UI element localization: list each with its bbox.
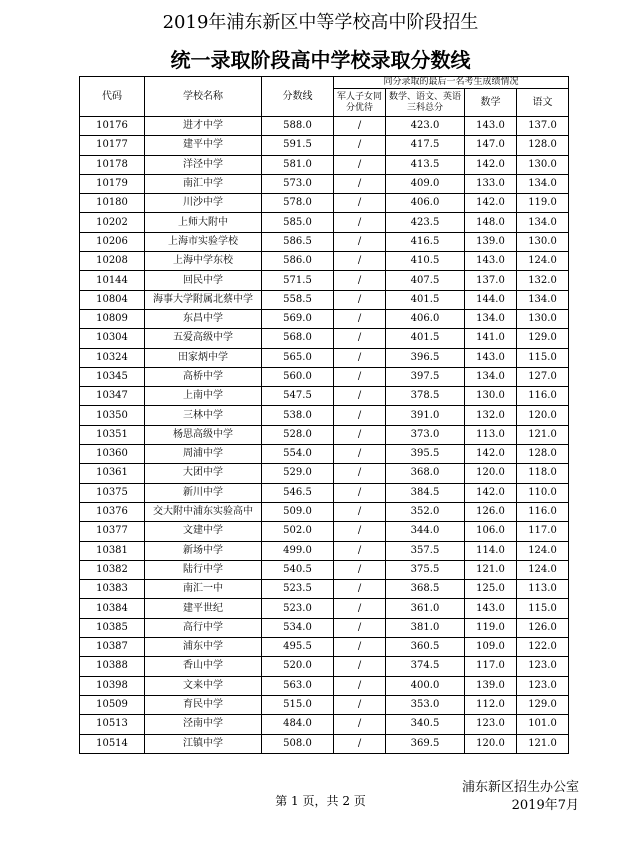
cell-sum3: 378.5 [386, 387, 465, 406]
cell-sum3: 375.5 [386, 560, 465, 579]
cell-chinese: 137.0 [517, 117, 569, 136]
cell-code: 10375 [80, 483, 145, 502]
cell-math: 130.0 [465, 387, 517, 406]
table-row [80, 232, 569, 251]
cell-code: 10351 [80, 425, 145, 444]
cell-sum3: 353.0 [386, 695, 465, 714]
cell-chinese: 129.0 [517, 329, 569, 348]
cell-military: / [334, 445, 386, 464]
header-group: 同分录取的最后一名考生成绩情况 [334, 77, 569, 89]
cell-math: 141.0 [465, 329, 517, 348]
cell-name: 杨思高级中学 [145, 425, 262, 444]
cell-chinese: 132.0 [517, 271, 569, 290]
cell-code: 10377 [80, 522, 145, 541]
table-row [80, 445, 569, 464]
cell-sum3: 344.0 [386, 522, 465, 541]
cell-name: 交大附中浦东实验高中 [145, 502, 262, 521]
document-subtitle: 统一录取阶段高中学校录取分数线 [170, 48, 471, 72]
cell-name: 上海市实验学校 [145, 232, 262, 251]
cell-math: 109.0 [465, 638, 517, 657]
cell-military: / [334, 213, 386, 232]
cell-military: / [334, 406, 386, 425]
cell-code: 10208 [80, 252, 145, 271]
cell-military: / [334, 502, 386, 521]
table-row [80, 560, 569, 579]
table-row [80, 715, 569, 734]
cell-sum3: 357.5 [386, 541, 465, 560]
cell-sum3: 397.5 [386, 367, 465, 386]
cell-math: 134.0 [465, 309, 517, 328]
table-row [80, 425, 569, 444]
cell-sum3: 352.0 [386, 502, 465, 521]
header-math: 数学 [465, 89, 517, 117]
cell-chinese: 121.0 [517, 734, 569, 753]
cell-name: 三林中学 [145, 406, 262, 425]
cell-math: 139.0 [465, 232, 517, 251]
cell-sum3: 368.0 [386, 464, 465, 483]
cell-math: 143.0 [465, 117, 517, 136]
cell-code: 10809 [80, 309, 145, 328]
cell-math: 121.0 [465, 560, 517, 579]
cell-name: 香山中学 [145, 657, 262, 676]
cell-military: / [334, 695, 386, 714]
cell-math: 139.0 [465, 676, 517, 695]
table-row [80, 464, 569, 483]
header-name: 学校名称 [145, 77, 262, 117]
cell-military: / [334, 387, 386, 406]
cell-math: 144.0 [465, 290, 517, 309]
cell-military: / [334, 309, 386, 328]
table-row [80, 309, 569, 328]
table-row [80, 155, 569, 174]
table-row [80, 618, 569, 637]
cell-chinese: 123.0 [517, 657, 569, 676]
cell-code: 10179 [80, 174, 145, 193]
cell-code: 10514 [80, 734, 145, 753]
cell-name: 江镇中学 [145, 734, 262, 753]
table-row [80, 387, 569, 406]
table-row [80, 502, 569, 521]
cell-score: 585.0 [262, 213, 334, 232]
cell-sum3: 407.5 [386, 271, 465, 290]
cell-score: 540.5 [262, 560, 334, 579]
cell-chinese: 117.0 [517, 522, 569, 541]
cell-score: 523.5 [262, 580, 334, 599]
cell-chinese: 127.0 [517, 367, 569, 386]
header-military: 军人子女同分优待 [334, 89, 386, 117]
cell-sum3: 369.5 [386, 734, 465, 753]
cell-score: 547.5 [262, 387, 334, 406]
cell-code: 10178 [80, 155, 145, 174]
page-number: 第 1 页，共 2 页 [275, 794, 366, 808]
cell-chinese: 123.0 [517, 676, 569, 695]
cell-chinese: 101.0 [517, 715, 569, 734]
cell-code: 10385 [80, 618, 145, 637]
table-row [80, 638, 569, 657]
cell-code: 10345 [80, 367, 145, 386]
cell-sum3: 406.0 [386, 309, 465, 328]
document-title: 2019年浦东新区中等学校高中阶段招生 [162, 12, 479, 33]
cell-score: 508.0 [262, 734, 334, 753]
cell-chinese: 126.0 [517, 618, 569, 637]
cell-code: 10387 [80, 638, 145, 657]
cell-military: / [334, 271, 386, 290]
cell-name: 川沙中学 [145, 194, 262, 213]
cell-code: 10176 [80, 117, 145, 136]
table-row [80, 406, 569, 425]
cell-name: 泾南中学 [145, 715, 262, 734]
cell-name: 回民中学 [145, 271, 262, 290]
cell-math: 142.0 [465, 194, 517, 213]
cell-name: 建平世纪 [145, 599, 262, 618]
cell-code: 10376 [80, 502, 145, 521]
cell-sum3: 423.5 [386, 213, 465, 232]
cell-military: / [334, 464, 386, 483]
cell-math: 117.0 [465, 657, 517, 676]
cell-chinese: 110.0 [517, 483, 569, 502]
cell-score: 586.5 [262, 232, 334, 251]
cell-sum3: 406.0 [386, 194, 465, 213]
cell-math: 142.0 [465, 483, 517, 502]
cell-military: / [334, 676, 386, 695]
cell-chinese: 120.0 [517, 406, 569, 425]
cell-name: 高行中学 [145, 618, 262, 637]
table-row [80, 367, 569, 386]
cell-name: 上师大附中 [145, 213, 262, 232]
cell-chinese: 122.0 [517, 638, 569, 657]
cell-chinese: 124.0 [517, 252, 569, 271]
cell-name: 海事大学附属北蔡中学 [145, 290, 262, 309]
cell-code: 10384 [80, 599, 145, 618]
cell-score: 502.0 [262, 522, 334, 541]
cell-code: 10513 [80, 715, 145, 734]
cell-score: 528.0 [262, 425, 334, 444]
cell-chinese: 130.0 [517, 309, 569, 328]
cell-math: 114.0 [465, 541, 517, 560]
cell-sum3: 391.0 [386, 406, 465, 425]
cell-name: 进才中学 [145, 117, 262, 136]
cell-sum3: 417.5 [386, 136, 465, 155]
cell-chinese: 130.0 [517, 232, 569, 251]
cell-name: 洋泾中学 [145, 155, 262, 174]
cell-math: 137.0 [465, 271, 517, 290]
cell-chinese: 118.0 [517, 464, 569, 483]
cell-math: 120.0 [465, 464, 517, 483]
cell-score: 558.5 [262, 290, 334, 309]
cell-military: / [334, 136, 386, 155]
table-row [80, 271, 569, 290]
cell-chinese: 115.0 [517, 348, 569, 367]
table-row [80, 734, 569, 753]
cell-math: 113.0 [465, 425, 517, 444]
cell-name: 文建中学 [145, 522, 262, 541]
cell-chinese: 134.0 [517, 213, 569, 232]
cell-name: 新川中学 [145, 483, 262, 502]
cell-math: 148.0 [465, 213, 517, 232]
table-row [80, 522, 569, 541]
cell-sum3: 410.5 [386, 252, 465, 271]
cell-name: 高桥中学 [145, 367, 262, 386]
table-row [80, 695, 569, 714]
cell-code: 10304 [80, 329, 145, 348]
table-row [80, 329, 569, 348]
table-row [80, 174, 569, 193]
cell-military: / [334, 290, 386, 309]
cell-military: / [334, 541, 386, 560]
cell-name: 陆行中学 [145, 560, 262, 579]
cell-military: / [334, 580, 386, 599]
cell-score: 588.0 [262, 117, 334, 136]
cell-chinese: 124.0 [517, 541, 569, 560]
cell-code: 10383 [80, 580, 145, 599]
cell-code: 10350 [80, 406, 145, 425]
cell-chinese: 121.0 [517, 425, 569, 444]
cell-name: 南汇一中 [145, 580, 262, 599]
cell-military: / [334, 425, 386, 444]
cell-sum3: 401.5 [386, 329, 465, 348]
cell-math: 106.0 [465, 522, 517, 541]
cell-chinese: 128.0 [517, 136, 569, 155]
cell-code: 10382 [80, 560, 145, 579]
cell-sum3: 395.5 [386, 445, 465, 464]
cell-name: 东昌中学 [145, 309, 262, 328]
table-row [80, 483, 569, 502]
table-row [80, 117, 569, 136]
cell-score: 591.5 [262, 136, 334, 155]
cell-military: / [334, 638, 386, 657]
score-table [79, 76, 569, 754]
cell-military: / [334, 560, 386, 579]
table-row [80, 657, 569, 676]
cell-sum3: 413.5 [386, 155, 465, 174]
cell-name: 新场中学 [145, 541, 262, 560]
cell-math: 133.0 [465, 174, 517, 193]
cell-name: 上海中学东校 [145, 252, 262, 271]
cell-code: 10398 [80, 676, 145, 695]
cell-military: / [334, 599, 386, 618]
table-row [80, 290, 569, 309]
cell-score: 515.0 [262, 695, 334, 714]
cell-score: 568.0 [262, 329, 334, 348]
table-row [80, 252, 569, 271]
cell-sum3: 409.0 [386, 174, 465, 193]
cell-score: 495.5 [262, 638, 334, 657]
header-score: 分数线 [262, 77, 334, 117]
cell-math: 119.0 [465, 618, 517, 637]
cell-chinese: 115.0 [517, 599, 569, 618]
cell-math: 134.0 [465, 367, 517, 386]
cell-military: / [334, 155, 386, 174]
cell-code: 10347 [80, 387, 145, 406]
table-row [80, 541, 569, 560]
cell-sum3: 360.5 [386, 638, 465, 657]
cell-score: 484.0 [262, 715, 334, 734]
cell-name: 育民中学 [145, 695, 262, 714]
cell-chinese: 116.0 [517, 387, 569, 406]
cell-code: 10360 [80, 445, 145, 464]
cell-code: 10324 [80, 348, 145, 367]
table-row [80, 194, 569, 213]
cell-code: 10180 [80, 194, 145, 213]
cell-chinese: 134.0 [517, 174, 569, 193]
cell-chinese: 128.0 [517, 445, 569, 464]
cell-military: / [334, 715, 386, 734]
footer-organization: 浦东新区招生办公室 [461, 780, 579, 795]
cell-score: 520.0 [262, 657, 334, 676]
cell-chinese: 124.0 [517, 560, 569, 579]
cell-sum3: 374.5 [386, 657, 465, 676]
cell-military: / [334, 367, 386, 386]
cell-score: 529.0 [262, 464, 334, 483]
cell-military: / [334, 618, 386, 637]
cell-math: 142.0 [465, 445, 517, 464]
header-sum3: 数学、语文、英语三科总分 [386, 89, 465, 117]
cell-math: 125.0 [465, 580, 517, 599]
cell-military: / [334, 329, 386, 348]
cell-math: 132.0 [465, 406, 517, 425]
cell-code: 10381 [80, 541, 145, 560]
cell-score: 538.0 [262, 406, 334, 425]
cell-math: 123.0 [465, 715, 517, 734]
cell-code: 10206 [80, 232, 145, 251]
cell-sum3: 401.5 [386, 290, 465, 309]
table-row [80, 213, 569, 232]
cell-name: 文来中学 [145, 676, 262, 695]
cell-chinese: 134.0 [517, 290, 569, 309]
cell-math: 112.0 [465, 695, 517, 714]
cell-score: 565.0 [262, 348, 334, 367]
cell-score: 509.0 [262, 502, 334, 521]
cell-name: 五爱高级中学 [145, 329, 262, 348]
cell-sum3: 340.5 [386, 715, 465, 734]
cell-sum3: 400.0 [386, 676, 465, 695]
cell-score: 554.0 [262, 445, 334, 464]
cell-name: 浦东中学 [145, 638, 262, 657]
cell-score: 560.0 [262, 367, 334, 386]
cell-score: 586.0 [262, 252, 334, 271]
cell-math: 126.0 [465, 502, 517, 521]
cell-name: 大团中学 [145, 464, 262, 483]
cell-chinese: 119.0 [517, 194, 569, 213]
table-row [80, 676, 569, 695]
cell-score: 523.0 [262, 599, 334, 618]
cell-military: / [334, 194, 386, 213]
cell-chinese: 113.0 [517, 580, 569, 599]
cell-score: 546.5 [262, 483, 334, 502]
header-chinese: 语文 [517, 89, 569, 117]
cell-math: 143.0 [465, 252, 517, 271]
table-row [80, 136, 569, 155]
cell-math: 120.0 [465, 734, 517, 753]
cell-score: 499.0 [262, 541, 334, 560]
cell-name: 上南中学 [145, 387, 262, 406]
cell-military: / [334, 348, 386, 367]
table-row [80, 348, 569, 367]
header-code: 代码 [80, 77, 145, 117]
cell-math: 143.0 [465, 348, 517, 367]
cell-score: 578.0 [262, 194, 334, 213]
table-row [80, 599, 569, 618]
cell-chinese: 130.0 [517, 155, 569, 174]
cell-military: / [334, 734, 386, 753]
cell-chinese: 129.0 [517, 695, 569, 714]
cell-score: 571.5 [262, 271, 334, 290]
cell-sum3: 381.0 [386, 618, 465, 637]
footer-date: 2019年7月 [511, 798, 579, 813]
cell-math: 143.0 [465, 599, 517, 618]
cell-military: / [334, 174, 386, 193]
cell-sum3: 368.5 [386, 580, 465, 599]
cell-score: 569.0 [262, 309, 334, 328]
cell-military: / [334, 232, 386, 251]
cell-code: 10388 [80, 657, 145, 676]
cell-sum3: 373.0 [386, 425, 465, 444]
cell-sum3: 384.5 [386, 483, 465, 502]
cell-military: / [334, 117, 386, 136]
cell-math: 147.0 [465, 136, 517, 155]
cell-code: 10144 [80, 271, 145, 290]
cell-score: 534.0 [262, 618, 334, 637]
cell-military: / [334, 657, 386, 676]
cell-code: 10804 [80, 290, 145, 309]
cell-sum3: 396.5 [386, 348, 465, 367]
cell-code: 10509 [80, 695, 145, 714]
cell-math: 142.0 [465, 155, 517, 174]
cell-name: 周浦中学 [145, 445, 262, 464]
cell-score: 581.0 [262, 155, 334, 174]
cell-code: 10202 [80, 213, 145, 232]
cell-code: 10177 [80, 136, 145, 155]
cell-sum3: 361.0 [386, 599, 465, 618]
cell-military: / [334, 522, 386, 541]
table-row [80, 580, 569, 599]
cell-name: 建平中学 [145, 136, 262, 155]
cell-name: 田家炳中学 [145, 348, 262, 367]
cell-score: 563.0 [262, 676, 334, 695]
cell-sum3: 416.5 [386, 232, 465, 251]
cell-military: / [334, 483, 386, 502]
cell-name: 南汇中学 [145, 174, 262, 193]
cell-military: / [334, 252, 386, 271]
cell-code: 10361 [80, 464, 145, 483]
cell-score: 573.0 [262, 174, 334, 193]
cell-chinese: 116.0 [517, 502, 569, 521]
cell-sum3: 423.0 [386, 117, 465, 136]
